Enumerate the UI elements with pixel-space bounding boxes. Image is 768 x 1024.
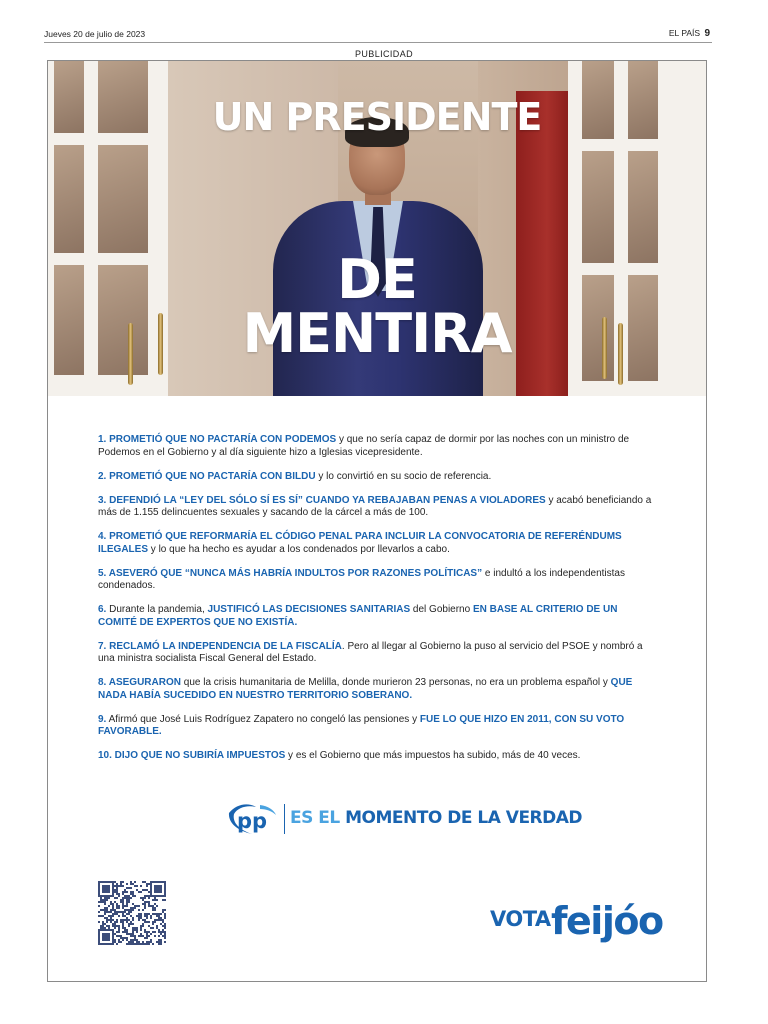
promise-item	[98, 641, 658, 666]
issue-date: Jueves 20 de julio de 2023	[44, 29, 146, 39]
candidate-name: feijóo	[551, 899, 663, 943]
promise-text: Durante la pandemia,	[106, 604, 208, 615]
paper-name-page	[669, 28, 710, 39]
promise-highlight: 3. DEFENDIÓ LA “LEY DEL SÓLO SÍ ES SÍ” CUANDO YA REBAJABAN PENAS A VIOLADORES	[98, 494, 546, 506]
promise-text: e indultó a los independentistas condenados.	[98, 567, 625, 591]
section-label: PUBLICIDAD	[354, 49, 413, 59]
promise-highlight: 5. ASEVERÓ QUE “NUNCA MÁS HABRÍA INDULTOS POR RAZONES POLÍTICAS”	[98, 567, 483, 579]
promise-text: y lo que ha hecho es ayudar a los condenados por llevarlos a cabo.	[148, 543, 450, 555]
promise-highlight: JUSTIFICÓ LAS DECISIONES SANITARIAS	[207, 604, 411, 615]
newspaper-header	[44, 28, 712, 42]
promise-highlight: FUE LO QUE HIZO EN 2011, CON SU VOTO FAVORABLE.	[98, 713, 625, 737]
promise-item	[98, 750, 658, 763]
promise-item	[98, 714, 658, 739]
headline-line-3: MENTIRA	[242, 302, 512, 365]
slogan-part-2: MOMENTO DE LA VERDAD	[345, 808, 583, 828]
promise-highlight: 4. PROMETIÓ QUE REFORMARÍA EL CÓDIGO PENAL PARA INCLUIR LA CONVOCATORIA DE REFERÉNDUMS ILEGALES	[98, 531, 622, 555]
promise-highlight: 6.	[98, 604, 107, 615]
promise-item	[98, 568, 658, 593]
hero-photo	[48, 61, 706, 396]
promise-text: y acabó beneficiando a más de 1.155 delincuentes sexuales y sacando de la cárcel a más de 100.	[98, 494, 652, 518]
slogan-text	[290, 808, 582, 828]
promise-text: y lo convirtió en su socio de referencia.	[315, 470, 492, 482]
promise-highlight: QUE NADA HABÍA SUCEDIDO EN NUESTRO TERRITORIO SOBERANO.	[98, 677, 633, 701]
promise-text: del Gobierno	[410, 604, 473, 615]
broken-promises-list	[98, 424, 658, 774]
promise-highlight: 10. DIJO QUE NO SUBIRÍA IMPUESTOS	[98, 750, 286, 761]
vote-label: VOTA	[490, 907, 551, 931]
headline-line-2: DE	[337, 248, 417, 311]
headline-line-1: UN PRESIDENTE	[212, 95, 542, 139]
advertisement	[47, 60, 707, 982]
promise-text: y es el Gobierno que más impuestos ha subido, más de 40 veces.	[285, 750, 581, 761]
page-number: 9	[704, 28, 710, 39]
promise-highlight: 2. PROMETIÓ QUE NO PACTARÍA CON BILDU	[98, 470, 316, 482]
promise-highlight: EN BASE AL CRITERIO DE UN COMITÉ DE EXPERTOS QUE NO EXISTÍA.	[98, 604, 618, 628]
promise-text: y que no sería capaz de dormir por las noches con un ministro de Podemos en el Gobierno y al día siguiente hizo a Iglesias vicepresidente.	[98, 434, 630, 458]
slogan-block	[226, 801, 583, 837]
header-rule	[44, 42, 712, 43]
promise-text: . Pero al llegar al Gobierno la puso al servicio del PSOE y nombró a una ministra socialista Fiscal General del Estado.	[98, 640, 643, 664]
promise-text: Afirmó que José Luis Rodríguez Zapatero no congeló las pensiones y	[106, 713, 420, 725]
slogan-part-1: ES EL	[290, 808, 346, 828]
promise-item	[98, 434, 658, 459]
promise-highlight: 9.	[98, 713, 107, 725]
promise-item	[98, 531, 658, 556]
promise-highlight: 7. RECLAMÓ LA INDEPENDENCIA DE LA FISCALÍA	[98, 640, 342, 652]
pp-logo-icon	[226, 801, 278, 837]
slogan-divider	[284, 804, 285, 834]
promise-item	[98, 604, 658, 629]
promise-item	[98, 677, 658, 702]
promise-highlight: 1. PROMETIÓ QUE NO PACTARÍA CON PODEMOS	[98, 434, 337, 445]
promise-highlight: 8. ASEGURARON	[98, 677, 181, 688]
qr-code-icon[interactable]	[98, 881, 166, 945]
promise-text: que la crisis humanitaria de Melilla, donde murieron 23 personas, no era un problema español y	[180, 677, 611, 688]
promise-item	[98, 495, 658, 520]
svg-text:pp: pp	[237, 809, 268, 833]
paper-name: EL PAÍS	[668, 28, 701, 38]
promise-item	[98, 471, 658, 484]
